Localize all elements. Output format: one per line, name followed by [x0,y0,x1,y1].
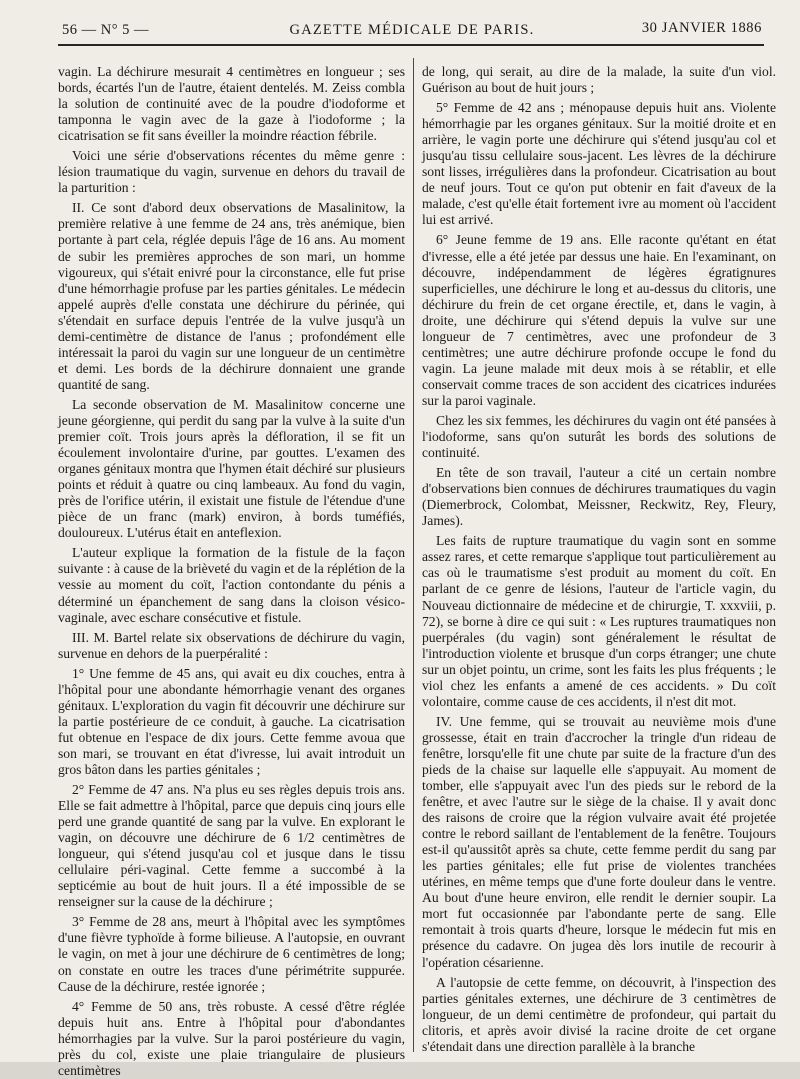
paragraph: 6° Jeune femme de 19 ans. Elle raconte qu'étant en état d'ivresse, elle a été jetée par dessus une haie. En l'examinant, on découvre, indépendamment de légères égratignures superficielles, une déchirure le long et au-dessus du clitoris, une déchirure du frein de cet organe érectile, et, dans le vagin, à droite, une déchirure qui s'étend depuis la vulve sur une longueur de 7 centimètres, avec une profondeur de 3 centimètres; une autre déchirure profonde occupe le fond du vagin. La jeune malade mit deux mois à se rétablir, et elle conservait comme traces de son accident des cicatrices indurées sur la paroi vaginale. [422,232,776,408]
paragraph: Chez les six femmes, les déchirures du vagin ont été pansées à l'iodoforme, sans qu'on suturât les bords des solutions de continuité. [422,412,776,461]
left-column [58,64,405,1078]
paragraph: La seconde observation de M. Masalinitow concerne une jeune géorgienne, qui perdit du sang par la vulve à la suite d'un premier coït. Trois jours après la défloration, il se fit un écoulement involontaire d'urine, par gouttes. L'examen des organes génitaux montra que l'hymen était déchiré sur plusieurs points et réduit à quatre ou cinq lambeaux. Au fond du vagin, près de l'orifice utérin, il existait une fistule de l'étendue d'une pièce de un franc (mark) environ, à bords tuméfiés, douloureux. L'utérus était en anteflexion. [58,396,405,541]
column-divider [413,58,414,1052]
paragraph: En tête de son travail, l'auteur a cité un certain nombre d'observations bien connues de déchirures traumatiques du vagin (Diemerbrock, Colombat, Meissner, Reckwitz, Rey, Fleury, James). [422,465,776,529]
paragraph: Voici une série d'observations récentes du même genre : lésion traumatique du vagin, survenue en dehors du travail de la parturition : [58,148,405,196]
paragraph: II. Ce sont d'abord deux observations de Masalinitow, la première relative à une femme de 24 ans, très anémique, bien portante à part cela, réglée depuis l'âge de 16 ans. Au moment de subir les premières approches de son mari, un homme vigoureux, qui s'était enivré pour la circonstance, elle fut prise d'une hémorrhagie profuse par les parties génitales. Le médecin appelé auprès d'elle constata une déchirure du périnée, qui s'étendait en surface depuis l'entrée de la vulve jusqu'à un demi-centimètre de distance de l'anus ; profondément elle intéressait la paroi du vagin sur une longueur de un centimètre et demi. Les bords de la déchirure donnaient une grande quantité de sang. [58,200,405,392]
paragraph: 1° Une femme de 45 ans, qui avait eu dix couches, entra à l'hôpital pour une abondante hémorrhagie venant des organes génitaux. L'exploration du vagin fit découvrir une déchirure sur la partie postérieure de ce conduit, à gauche. La cicatrisation fut obtenue en l'espace de dix jours. Cette femme avoua que son mari, se trouvant en état d'ivresse, lui avait introduit un gros bâton dans les parties génitales ; [58,665,405,777]
paragraph: L'auteur explique la formation de la fistule de la façon suivante : à cause de la brièveté du vagin et de la réplétion de la vessie au moment du coït, l'action contondante du pénis a déterminé un épanchement de sang dans la cloison vésico-vaginale, avec eschare consécutive et fistule. [58,545,405,625]
paragraph: 3° Femme de 28 ans, meurt à l'hôpital avec les symptômes d'une fièvre typhoïde à forme bilieuse. A l'autopsie, en ouvrant le vagin, on met à jour une déchirure de 6 centimètres de long; on constate en outre les traces d'une périmétrite suppurée. Cause de la déchirure, restée ignorée ; [58,914,405,994]
paragraph: Les faits de rupture traumatique du vagin sont en somme assez rares, et cette remarque s'applique tout particulièrement au cas où le traumatisme s'est produit au moment du coït. En parlant de ce genre de lésions, l'auteur de l'article vagin, du Nouveau dictionnaire de médecine et de chirurgie, T. xxxviii, p. 72), se borne à dire ce qui suit : « Les ruptures traumatiques non puerpérales (du vagin) sont généralement le résultat de l'introduction violente et brusque d'un corps étranger; une chute sur un objet pointu, un crime, sont les faits les plus fréquents ; le viol chez les enfants a amené de ces accidents. » Du coït volontaire, comme cause de ces accidents, il n'est dit mot. [422,533,776,709]
paragraph: 5° Femme de 42 ans ; ménopause depuis huit ans. Violente hémorrhagie par les organes génitaux. Sur la moitié droite et en arrière, le vagin porte une déchirure qui s'étend jusqu'au col et jusqu'au tissu cellulaire sous-jacent. Les lèvres de la déchirure sont lisses, irrégulières dans la profondeur. Cicatrisation au bout de neuf jours. Tout ce qu'on put obtenir en fait d'aveux de la malade, c'est qu'elle était fortement ivre au moment où l'accident lui est arrivé. [422,100,776,228]
journal-title: GAZETTE MÉDICALE DE PARIS. [289,22,535,38]
paragraph: 4° Femme de 50 ans, très robuste. A cessé d'être réglée depuis huit ans. Entre à l'hôpital pour d'abondantes hémorrhagies par la vulve. Sur la paroi postérieure du vagin, près du col, existe une plaie triangulaire de plusieurs centimètres [58,998,405,1078]
right-column [422,64,776,1054]
page-number: 56 — N° 5 — [62,22,150,38]
header-rule [58,44,764,46]
paragraph: III. M. Bartel relate six observations de déchirure du vagin, survenue en dehors de la puerpéralité : [58,629,405,661]
paragraph: vagin. La déchirure mesurait 4 centimètres en longueur ; ses bords, écartés l'un de l'autre, étaient dentelés. M. Zeiss combla la solution de continuité avec de la poudre d'iodoforme et tamponna le vagin avec de la gaze à l'iodoforme ; la cicatrisation se fit sans éveiller la moindre réaction fébrile. [58,64,405,144]
paragraph: A l'autopsie de cette femme, on découvrit, à l'inspection des parties génitales externes, une déchirure de 3 centimètres de longueur, de un demi centimètre de profondeur, qui partait du clitoris, et après avoir divisé la racine droite de cet organe s'étendait dans une direction parallèle à la branche [422,974,776,1054]
paragraph: IV. Une femme, qui se trouvait au neuvième mois d'une grossesse, était en train d'accrocher la tringle d'un rideau de fenêtre, lorsqu'elle fit une chute par suite de la fracture d'un des pieds de la chaise sur laquelle elle s'appuyait. Au moment de tomber, elle s'appuyait avec l'un des pieds sur le rebord de la fenêtre, et avec l'autre sur le siège de la chaise. Il y avait donc des raisons de croire que la région vulvaire avait été projetée contre le rebord saillant de l'entablement de la fenêtre. Toujours est-il qu'aussitôt après sa chute, cette femme perdit du sang par les parties génitales; elle fut prise de violentes tranchées utérines, en même temps que d'une forte douleur dans le ventre. Au bout d'une heure environ, elle rendit le dernier soupir. La mort fut occasionnée par l'abondante perte de sang. Elle remontait à trois quarts d'heure, lorsque le médecin fut mis en présence du cadavre. On jugea dès lors inutile de recourir à l'opération césarienne. [422,713,776,970]
paragraph: 2° Femme de 47 ans. N'a plus eu ses règles depuis trois ans. Elle se fait admettre à l'hôpital, parce que depuis cinq jours elle perd une grande quantité de sang par la vulve. En explorant le vagin, on découvre une déchirure de 6 1/2 centimètres de longueur, qui s'étend jusqu'au col et jusque dans le tissu cellulaire péri-vaginal. Cette femme a succombé à la septicémie au bout de huit jours. Il a été impossible de se renseigner sur la cause de la déchirure ; [58,782,405,910]
page-header [62,22,762,44]
issue-date: 30 JANVIER 1886 [641,20,762,36]
paragraph: de long, qui serait, au dire de la malade, la suite d'un viol. Guérison au bout de huit jours ; [422,64,776,96]
